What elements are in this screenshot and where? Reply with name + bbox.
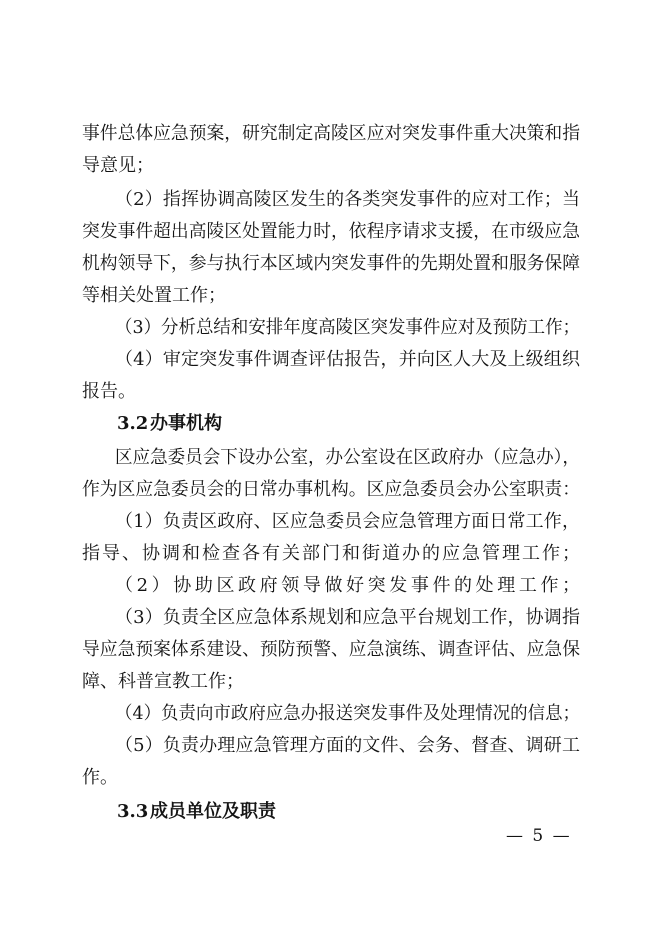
- text-line-content: 机构领导下，参与执行本区域内突发事件的先期处置和服务保障: [82, 253, 581, 274]
- text-line-content: 事件总体应急预案，研究制定高陵区应对突发事件重大决策和指: [82, 123, 581, 144]
- text-line-content: 指导、协调和检查各有关部门和街道办的应急管理工作；: [82, 543, 582, 564]
- text-line-content: （4）审定突发事件调查评估报告，并向区人大及上级组织: [115, 349, 581, 370]
- text-line-content: 导意见；: [82, 155, 154, 176]
- text-line-content: 障、科普宣教工作；: [82, 671, 244, 692]
- section-number: 3.3: [117, 801, 149, 822]
- text-line-content: 等相关处置工作；: [82, 285, 226, 306]
- text-line-content: （5）负责办理应急管理方面的文件、会务、督查、调研工: [115, 735, 581, 756]
- text-line-content: （1）负责区政府、区应急委员会应急管理方面日常工作，: [115, 511, 581, 532]
- text-line-content: （2）指挥协调高陵区发生的各类突发事件的应对工作；当: [115, 189, 581, 210]
- section-title: 办事机构: [150, 413, 222, 434]
- text-line-content: （2）协助区政府领导做好突发事件的处理工作；: [115, 575, 584, 596]
- text-line-content: 作。: [82, 767, 118, 788]
- text-line-content: （3）负责全区应急体系规划和应急平台规划工作，协调指: [115, 607, 581, 628]
- text-line-content: （3）分析总结和安排年度高陵区突发事件应对及预防工作；: [115, 317, 581, 338]
- page-number: — 5 —: [506, 826, 572, 846]
- text-line-content: 突发事件超出高陵区处置能力时，依程序请求支援，在市级应急: [82, 221, 581, 242]
- text-line-content: （4）负责向市政府应急办报送突发事件及处理情况的信息；: [115, 703, 581, 724]
- text-line-content: 报告。: [82, 381, 136, 402]
- text-line-content: 区应急委员会下设办公室，办公室设在区政府办（应急办），: [115, 447, 580, 468]
- section-title: 成员单位及职责: [150, 801, 276, 822]
- section-number: 3.2: [117, 413, 149, 434]
- text-line-content: 作为区应急委员会的日常办事机构。区应急委员会办公室职责：: [82, 479, 581, 500]
- text-line-content: 导应急预案体系建设、预防预警、应急演练、调查评估、应急保: [82, 639, 581, 660]
